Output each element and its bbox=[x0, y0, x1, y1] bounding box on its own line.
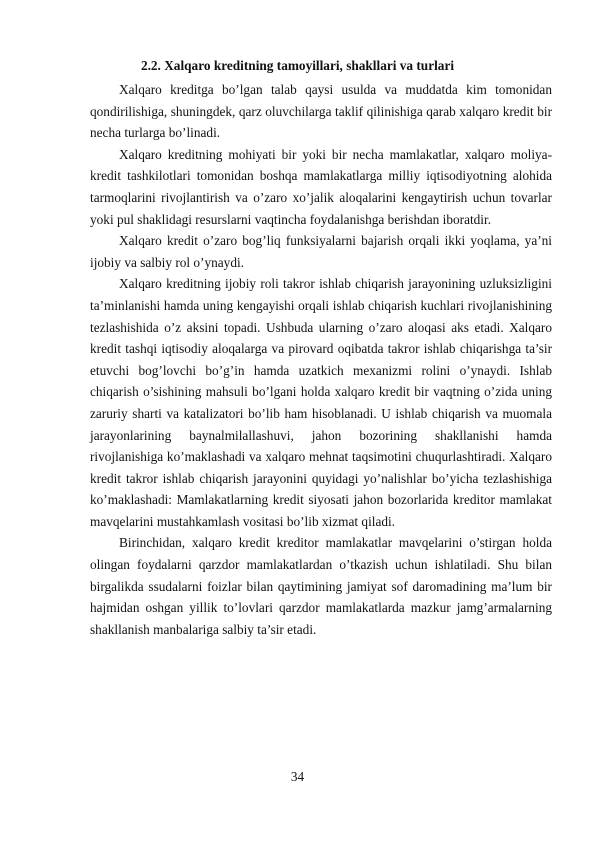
paragraph-3: Xalqaro kredit o’zaro bog’liq funksiyalarni bajarish orqali ikki yoqlama, ya’ni ijobiy va salbiy rol o’ynaydi. bbox=[90, 233, 552, 270]
body-text bbox=[90, 79, 552, 640]
paragraph-4: Xalqaro kreditning ijobiy roli takror ishlab chiqarish jarayonining uzluksizligini ta’minlanishi hamda uning kengayishi orqali ishlab chiqarish kuchlari rivojlanishining tezlashishida o’z aksini topadi. Ushbuda ularning o’zaro aloqasi aks etadi. Xalqaro kredit tashqi iqtisodiy aloqalarga va pirovard oqibatda takror ishlab chiqarishga ta’sir etuvchi bog’lovchi bo’g’in hamda uzatkich mexanizmi rolini o’ynaydi. Ishlab chiqarish o’sishining mahsuli bo’lgani holda xalqaro kredit bir vaqtning o’zida uning zaruriy sharti va katalizatori bo’lib ham hisoblanadi. U ishlab chiqarish va muomala jarayonlarining baynalmilallashuvi, jahon bozorining shakllanishi hamda rivojlanishiga ko’maklashadi va xalqaro mehnat taqsimotini chuqurlashtiradi. Xalqaro kredit takror ishlab chiqarish jarayonini quyidagi yo’nalishlar bo’yicha tezlashishiga ko’maklashadi: Mamlakatlarning kredit siyosati jahon bozorlarida kreditor mamlakat mavqelarini mustahkamlash vositasi bo’lib xizmat qiladi. bbox=[90, 276, 552, 529]
page-number: 34 bbox=[290, 769, 305, 784]
paragraph-1: Xalqaro kreditga bo’lgan talab qaysi usulda va muddatda kim tomonidan qondirilishiga, shuningdek, qarz oluvchilarga taklif qilinishiga qarab xalqaro kredit bir necha turlarga bo’linadi. bbox=[90, 82, 552, 141]
paragraph-2: Xalqaro kreditning mohiyati bir yoki bir necha mamlakatlar, xalqaro moliya-kredit tashkilotlari tomonidan boshqa mamlakatlarga milliy iqtisodiyotning alohida tarmoqlarini rivojlantirish va o’zaro xo’jalik aloqalarini kengaytirish uchun tovarlar yoki pul shaklidagi resurslarni vaqtincha foydalanishga berishdan iboratdir. bbox=[90, 146, 552, 227]
paragraph-5: Birinchidan, xalqaro kredit kreditor mamlakatlar mavqelarini o’stirgan holda olingan foydalarni qarzdor mamlakatlardan o’tkazish uchun ishlatiladi. Shu bilan birgalikda ssudalarni foizlar bilan qaytimining jamiyat sof daromadining ma’lum bir hajmidan oshgan yillik to’lovlari qarzdor mamlakatlarda mazkur jamg’armalarning shakllanish manbalariga salbiy ta’sir etadi. bbox=[90, 535, 552, 637]
section-title: 2.2. Xalqaro kreditning tamoyillari, shakllari va turlari bbox=[140, 58, 455, 73]
